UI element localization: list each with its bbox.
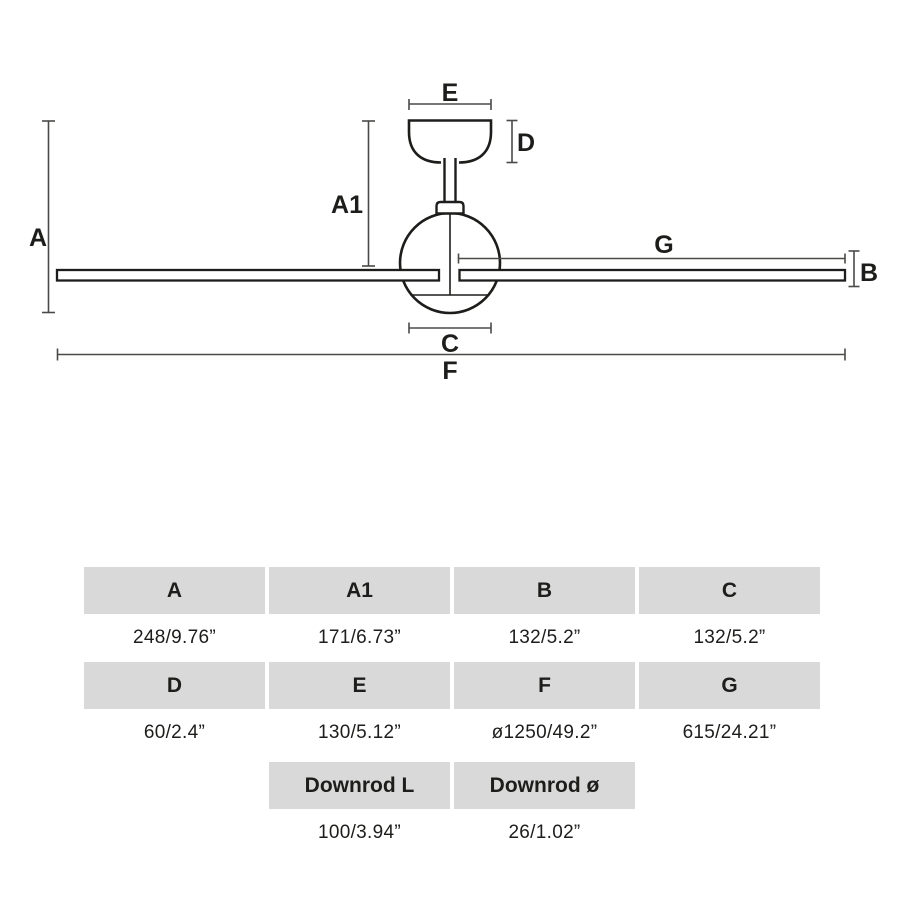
label-A1: A1 (331, 191, 363, 219)
left-blade (57, 270, 439, 281)
table-value-B: 132/5.2” (508, 627, 581, 648)
label-A: A (28, 224, 47, 252)
label-G: G (654, 231, 674, 259)
coupling-shape (437, 202, 464, 214)
table-header-F: F (454, 662, 635, 709)
table-header-C: C (639, 567, 820, 614)
table-header-G: G (639, 662, 820, 709)
dimensions-table (84, 567, 820, 857)
table-value-D: 60/2.4” (143, 722, 206, 743)
table-section-downrod (84, 762, 820, 857)
table-header-downrod-length: Downrod L (269, 762, 450, 809)
label-E: E (441, 79, 459, 107)
table-value-E: 130/5.12” (318, 722, 401, 743)
dim-line-G (459, 254, 846, 264)
table-value-A: 248/9.76” (133, 627, 216, 648)
dim-line-D (507, 121, 518, 163)
dim-line-A (42, 121, 55, 313)
label-B: B (860, 259, 879, 287)
table-value-downrod-length: 100/3.94” (318, 822, 401, 843)
table-value-G: 615/24.21” (682, 722, 777, 743)
dim-line-B (849, 251, 860, 287)
table-value-A1: 171/6.73” (318, 627, 401, 648)
table-value-C: 132/5.2” (693, 627, 766, 648)
table-section-abc (84, 567, 820, 662)
label-D: D (517, 129, 536, 157)
table-header-B: B (454, 567, 635, 614)
table-value-downrod-diameter: 26/1.02” (508, 822, 581, 843)
right-blade (460, 270, 846, 281)
label-C: C (440, 330, 460, 358)
fan-drawing (57, 121, 845, 314)
table-section-defg (84, 662, 820, 757)
table-header-D: D (84, 662, 265, 709)
table-header-A: A (84, 567, 265, 614)
dim-line-A1 (362, 121, 375, 266)
canopy-shape (409, 121, 491, 163)
label-F: F (442, 357, 458, 385)
table-value-F: ø1250/49.2” (491, 722, 598, 743)
table-header-A1: A1 (269, 567, 450, 614)
table-header-downrod-diameter: Downrod ø (454, 762, 635, 809)
table-header-E: E (269, 662, 450, 709)
